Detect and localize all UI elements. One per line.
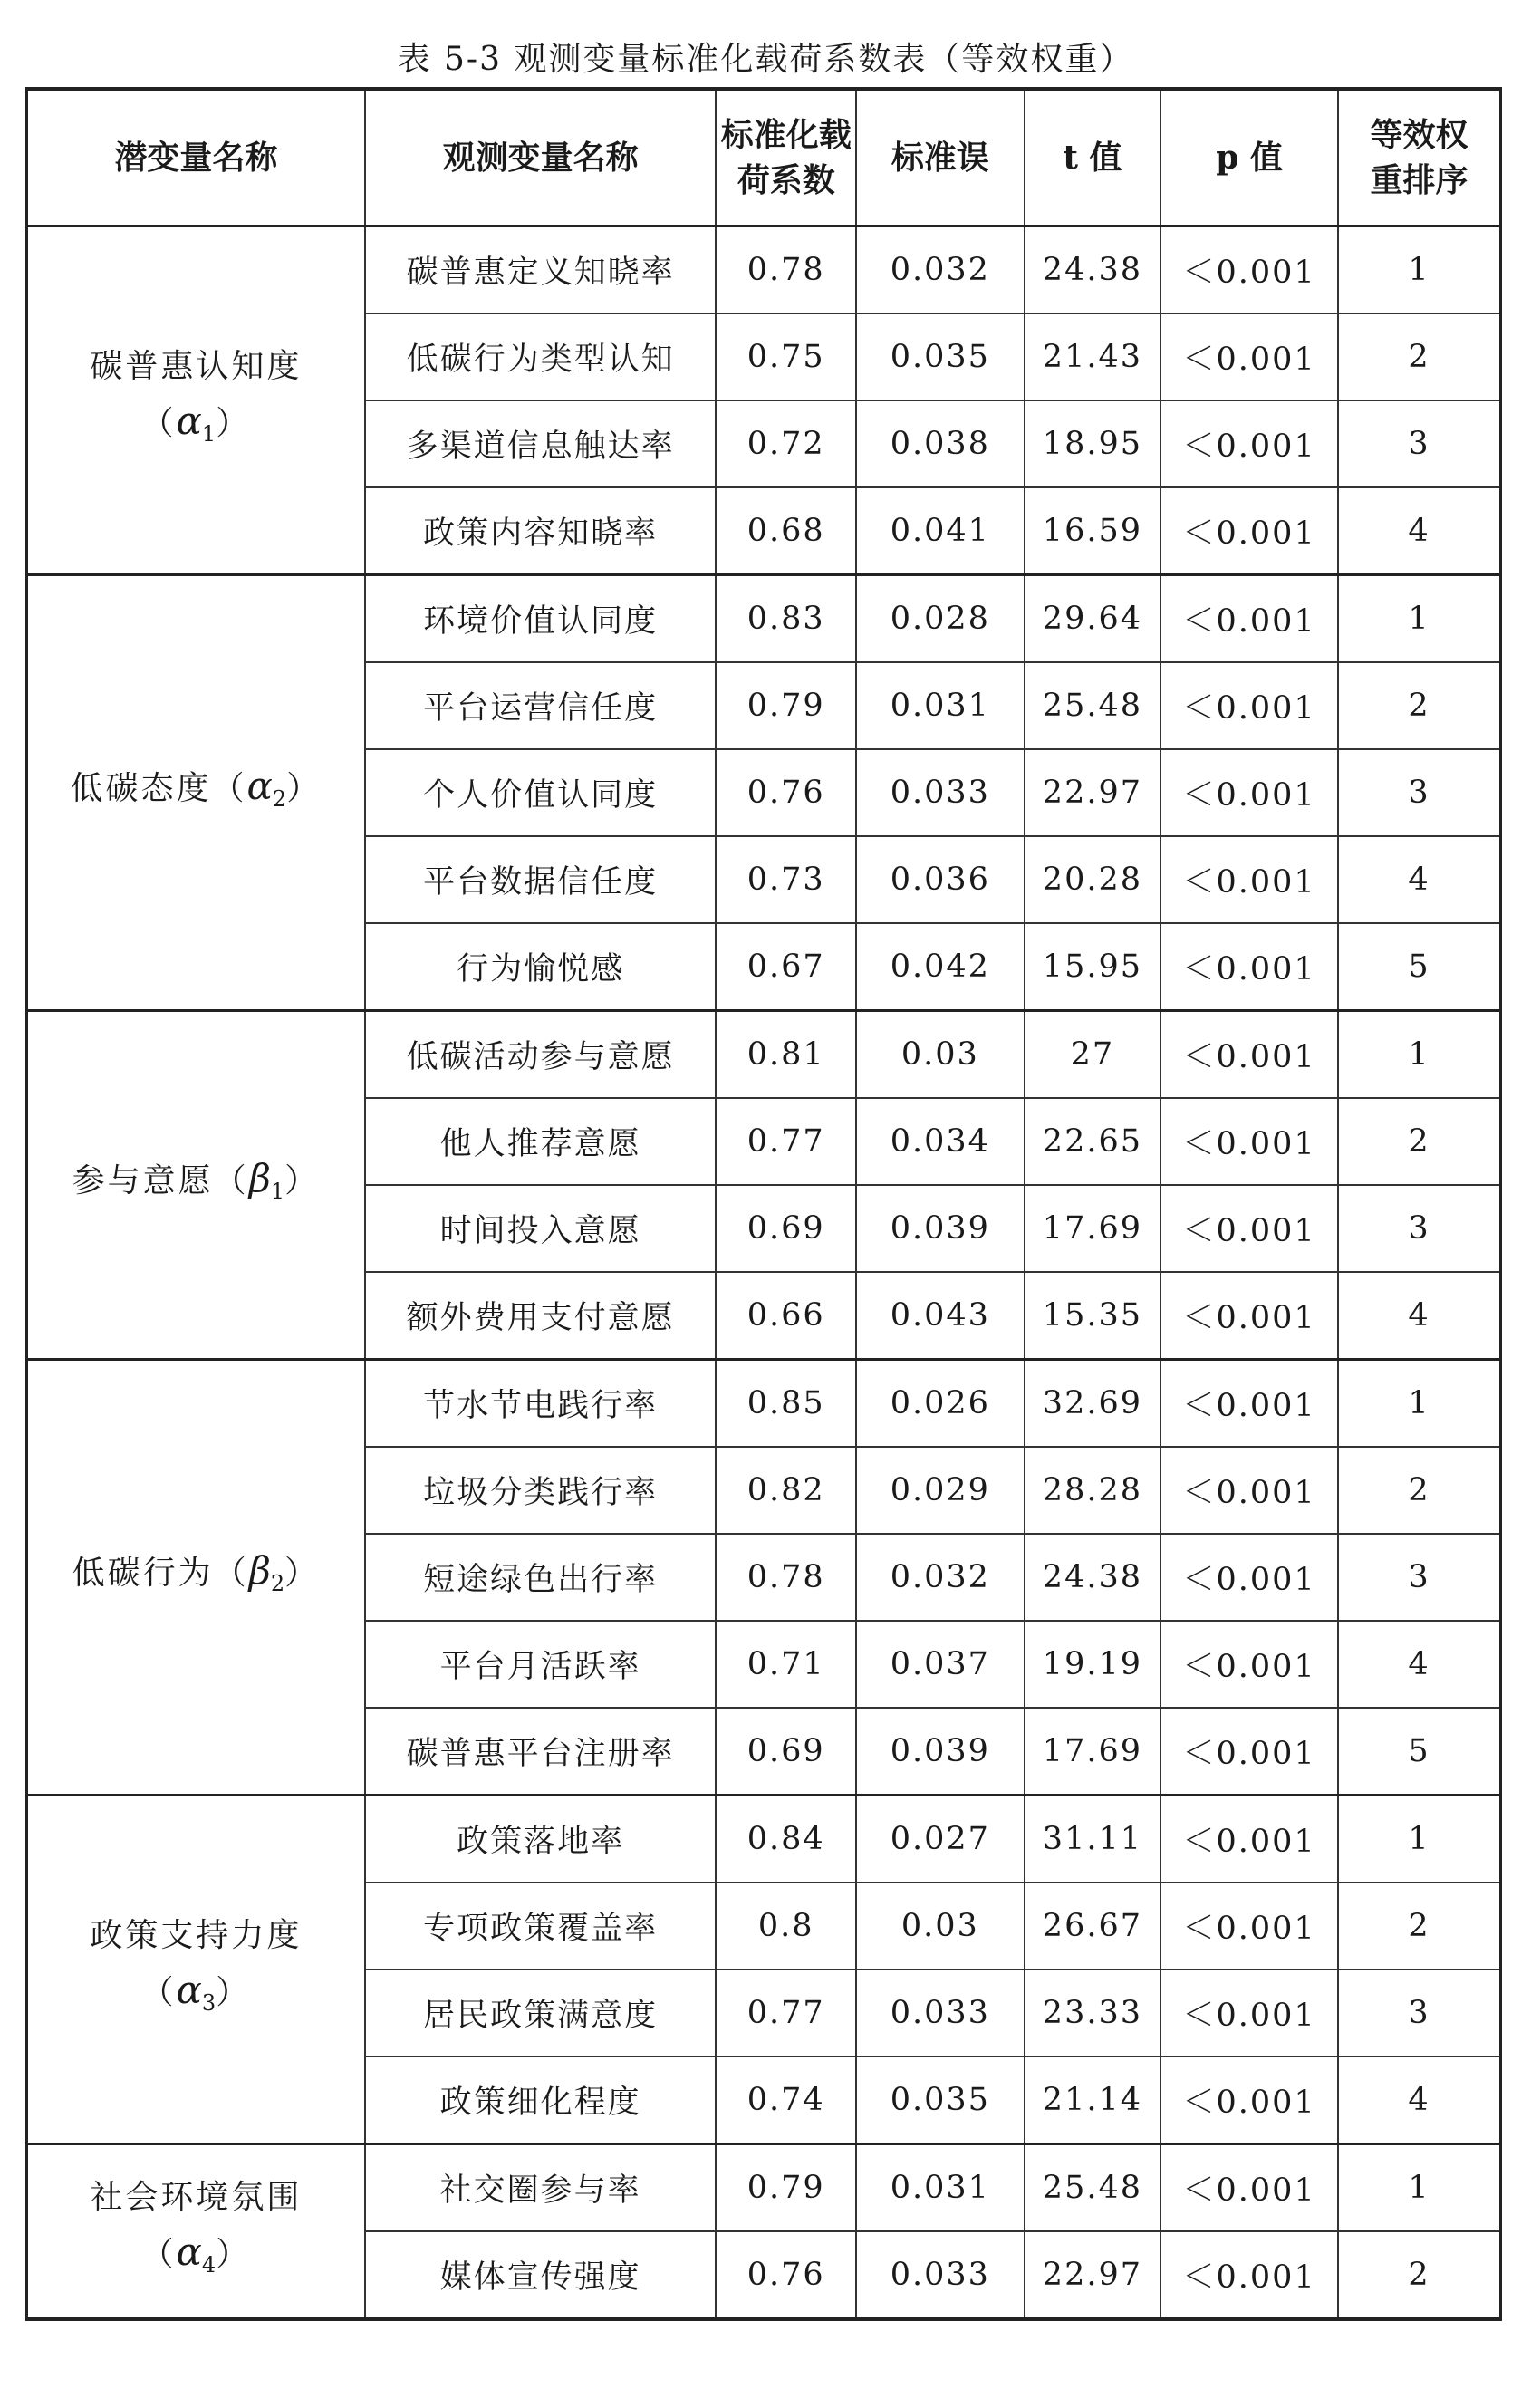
observed-variable-cell: 政策落地率 <box>365 1796 717 1883</box>
standard-error-cell: 0.03 <box>856 1011 1025 1099</box>
loading-cell: 0.69 <box>716 1185 856 1272</box>
observed-variable-cell: 低碳行为类型认知 <box>365 313 717 400</box>
t-value-cell: 20.28 <box>1025 836 1161 923</box>
symbol-subscript: 1 <box>270 1179 285 1204</box>
observed-variable-cell: 碳普惠定义知晓率 <box>365 226 717 314</box>
latent-variable-symbol: $(\alpha_3)$ <box>140 1968 252 2016</box>
header-p: p 值 <box>1160 89 1338 226</box>
p-value-cell: ＜0.001 <box>1160 1185 1338 1272</box>
rank-cell: 1 <box>1338 226 1500 314</box>
header-row <box>27 89 1501 226</box>
t-value-cell: 24.38 <box>1025 1534 1161 1621</box>
rank-cell: 3 <box>1338 1185 1500 1272</box>
t-value-cell: 22.65 <box>1025 1098 1161 1185</box>
latent-variable-symbol: $(\alpha_2)$ <box>211 764 323 812</box>
loading-cell: 0.81 <box>716 1011 856 1099</box>
standard-error-cell: 0.041 <box>856 487 1025 575</box>
t-value-cell: 17.69 <box>1025 1185 1161 1272</box>
table-caption: 表 5-3 观测变量标准化载荷系数表（等效权重） <box>397 41 1134 78</box>
standard-error-cell: 0.028 <box>856 575 1025 663</box>
observed-variable-cell: 平台数据信任度 <box>365 836 717 923</box>
t-value-cell: 28.28 <box>1025 1447 1161 1534</box>
standard-error-cell: 0.039 <box>856 1708 1025 1796</box>
t-value-cell: 25.48 <box>1025 662 1161 749</box>
observed-variable-cell: 个人价值认同度 <box>365 749 717 836</box>
t-value-cell: 26.67 <box>1025 1883 1161 1970</box>
loading-cell: 0.84 <box>716 1796 856 1883</box>
table-row <box>27 226 1501 314</box>
header-t: t 值 <box>1025 89 1161 226</box>
p-value-cell: ＜0.001 <box>1160 749 1338 836</box>
loading-coefficient-table <box>25 87 1502 2321</box>
p-value-cell: ＜0.001 <box>1160 1883 1338 1970</box>
p-value-cell: ＜0.001 <box>1160 1708 1338 1796</box>
loading-cell: 0.73 <box>716 836 856 923</box>
p-value-cell: ＜0.001 <box>1160 923 1338 1011</box>
rank-cell: 5 <box>1338 1708 1500 1796</box>
table-row <box>27 575 1501 663</box>
observed-variable-cell: 垃圾分类践行率 <box>365 1447 717 1534</box>
loading-cell: 0.77 <box>716 1098 856 1185</box>
rank-cell: 5 <box>1338 923 1500 1011</box>
table-row <box>27 2144 1501 2232</box>
standard-error-cell: 0.034 <box>856 1098 1025 1185</box>
rank-cell: 1 <box>1338 1796 1500 1883</box>
loading-cell: 0.72 <box>716 400 856 487</box>
latent-variable-cell <box>27 226 365 575</box>
p-value-cell: ＜0.001 <box>1160 2056 1338 2144</box>
latent-variable-name: 碳普惠认知度 <box>90 348 303 385</box>
observed-variable-cell: 他人推荐意愿 <box>365 1098 717 1185</box>
standard-error-cell: 0.031 <box>856 662 1025 749</box>
standard-error-cell: 0.032 <box>856 1534 1025 1621</box>
rank-cell: 1 <box>1338 1011 1500 1099</box>
t-value-cell: 17.69 <box>1025 1708 1161 1796</box>
t-value-cell: 27 <box>1025 1011 1161 1099</box>
t-value-cell: 16.59 <box>1025 487 1161 575</box>
p-value-cell: ＜0.001 <box>1160 1534 1338 1621</box>
rank-cell: 2 <box>1338 1098 1500 1185</box>
loading-cell: 0.75 <box>716 313 856 400</box>
p-value-cell: ＜0.001 <box>1160 487 1338 575</box>
table-body <box>27 226 1501 2320</box>
standard-error-cell: 0.035 <box>856 313 1025 400</box>
observed-variable-cell: 政策内容知晓率 <box>365 487 717 575</box>
header-rank-line1: 等效权 <box>1370 116 1468 154</box>
standard-error-cell: 0.033 <box>856 2231 1025 2319</box>
greek-symbol: α <box>176 399 202 443</box>
observed-variable-cell: 政策细化程度 <box>365 2056 717 2144</box>
latent-variable-name: 政策支持力度 <box>90 1917 303 1954</box>
symbol-subscript: 2 <box>272 786 287 812</box>
p-value-cell: ＜0.001 <box>1160 575 1338 663</box>
latent-variable-symbol: $(\beta_1)$ <box>213 1156 321 1204</box>
standard-error-cell: 0.031 <box>856 2144 1025 2232</box>
rank-cell: 4 <box>1338 2056 1500 2144</box>
rank-cell: 1 <box>1338 575 1500 663</box>
standard-error-cell: 0.039 <box>856 1185 1025 1272</box>
t-value-cell: 29.64 <box>1025 575 1161 663</box>
latent-variable-cell <box>27 1011 365 1360</box>
rank-cell: 2 <box>1338 2231 1500 2319</box>
observed-variable-cell: 碳普惠平台注册率 <box>365 1708 717 1796</box>
rank-cell: 4 <box>1338 1621 1500 1708</box>
rank-cell: 2 <box>1338 1447 1500 1534</box>
latent-variable-name: 参与意愿 <box>72 1162 214 1199</box>
header-observed: 观测变量名称 <box>365 89 717 226</box>
observed-variable-cell: 平台运营信任度 <box>365 662 717 749</box>
p-value-cell: ＜0.001 <box>1160 662 1338 749</box>
observed-variable-cell: 多渠道信息触达率 <box>365 400 717 487</box>
rank-cell: 4 <box>1338 1272 1500 1360</box>
header-loading-line2: 荷系数 <box>737 161 835 199</box>
t-value-cell: 23.33 <box>1025 1970 1161 2056</box>
symbol-subscript: 3 <box>201 1990 217 2016</box>
standard-error-cell: 0.042 <box>856 923 1025 1011</box>
rank-cell: 3 <box>1338 1534 1500 1621</box>
standard-error-cell: 0.03 <box>856 1883 1025 1970</box>
t-value-cell: 24.38 <box>1025 226 1161 314</box>
t-value-cell: 21.43 <box>1025 313 1161 400</box>
table-row <box>27 1796 1501 1883</box>
p-value-cell: ＜0.001 <box>1160 400 1338 487</box>
standard-error-cell: 0.029 <box>856 1447 1025 1534</box>
latent-variable-cell <box>27 2144 365 2320</box>
loading-cell: 0.68 <box>716 487 856 575</box>
t-value-cell: 18.95 <box>1025 400 1161 487</box>
loading-cell: 0.77 <box>716 1970 856 2056</box>
table-row <box>27 1360 1501 1448</box>
observed-variable-cell: 行为愉悦感 <box>365 923 717 1011</box>
standard-error-cell: 0.033 <box>856 1970 1025 2056</box>
p-value-cell: ＜0.001 <box>1160 836 1338 923</box>
standard-error-cell: 0.026 <box>856 1360 1025 1448</box>
observed-variable-cell: 环境价值认同度 <box>365 575 717 663</box>
p-value-cell: ＜0.001 <box>1160 1098 1338 1185</box>
standard-error-cell: 0.033 <box>856 749 1025 836</box>
observed-variable-cell: 时间投入意愿 <box>365 1185 717 1272</box>
t-value-cell: 22.97 <box>1025 749 1161 836</box>
loading-cell: 0.78 <box>716 226 856 314</box>
rank-cell: 3 <box>1338 400 1500 487</box>
standard-error-cell: 0.038 <box>856 400 1025 487</box>
header-rank <box>1338 89 1500 226</box>
p-value-cell: ＜0.001 <box>1160 1272 1338 1360</box>
loading-cell: 0.74 <box>716 2056 856 2144</box>
latent-variable-symbol: $(\alpha_4)$ <box>140 2230 252 2278</box>
rank-cell: 4 <box>1338 487 1500 575</box>
rank-cell: 3 <box>1338 749 1500 836</box>
observed-variable-cell: 短途绿色出行率 <box>365 1534 717 1621</box>
latent-variable-cell <box>27 1360 365 1796</box>
p-value-cell: ＜0.001 <box>1160 1970 1338 2056</box>
standard-error-cell: 0.027 <box>856 1796 1025 1883</box>
loading-cell: 0.71 <box>716 1621 856 1708</box>
t-value-cell: 32.69 <box>1025 1360 1161 1448</box>
p-value-cell: ＜0.001 <box>1160 1360 1338 1448</box>
symbol-subscript: 2 <box>270 1571 285 1596</box>
observed-variable-cell: 社交圈参与率 <box>365 2144 717 2232</box>
observed-variable-cell: 平台月活跃率 <box>365 1621 717 1708</box>
symbol-subscript: 1 <box>201 421 217 447</box>
latent-variable-name: 低碳行为 <box>72 1555 214 1592</box>
standard-error-cell: 0.036 <box>856 836 1025 923</box>
p-value-cell: ＜0.001 <box>1160 1621 1338 1708</box>
observed-variable-cell: 媒体宣传强度 <box>365 2231 717 2319</box>
greek-symbol: α <box>176 2230 202 2274</box>
header-rank-line2: 重排序 <box>1370 161 1468 199</box>
p-value-cell: ＜0.001 <box>1160 226 1338 314</box>
t-value-cell: 15.95 <box>1025 923 1161 1011</box>
header-latent: 潜变量名称 <box>27 89 365 226</box>
t-value-cell: 31.11 <box>1025 1796 1161 1883</box>
observed-variable-cell: 专项政策覆盖率 <box>365 1883 717 1970</box>
loading-cell: 0.66 <box>716 1272 856 1360</box>
rank-cell: 1 <box>1338 1360 1500 1448</box>
header-loading-line1: 标准化载 <box>720 116 852 154</box>
latent-variable-cell <box>27 1796 365 2144</box>
standard-error-cell: 0.032 <box>856 226 1025 314</box>
rank-cell: 2 <box>1338 662 1500 749</box>
latent-variable-name: 社会环境氛围 <box>90 2179 303 2216</box>
symbol-subscript: 4 <box>201 2252 217 2278</box>
observed-variable-cell: 额外费用支付意愿 <box>365 1272 717 1360</box>
rank-cell: 4 <box>1338 836 1500 923</box>
rank-cell: 3 <box>1338 1970 1500 2056</box>
loading-cell: 0.78 <box>716 1534 856 1621</box>
p-value-cell: ＜0.001 <box>1160 2231 1338 2319</box>
latent-variable-symbol: $(\beta_2)$ <box>213 1548 321 1596</box>
loading-cell: 0.76 <box>716 2231 856 2319</box>
greek-symbol: α <box>176 1968 202 2012</box>
greek-symbol: β <box>248 1548 271 1593</box>
table-row <box>27 1011 1501 1099</box>
greek-symbol: α <box>246 764 273 808</box>
loading-cell: 0.67 <box>716 923 856 1011</box>
p-value-cell: ＜0.001 <box>1160 1796 1338 1883</box>
latent-variable-cell <box>27 575 365 1011</box>
loading-cell: 0.79 <box>716 662 856 749</box>
header-loading <box>716 89 856 226</box>
rank-cell: 2 <box>1338 1883 1500 1970</box>
loading-cell: 0.79 <box>716 2144 856 2232</box>
header-se: 标准误 <box>856 89 1025 226</box>
t-value-cell: 25.48 <box>1025 2144 1161 2232</box>
latent-variable-name: 低碳态度 <box>70 770 212 807</box>
latent-variable-symbol: $(\alpha_1)$ <box>140 399 252 447</box>
observed-variable-cell: 居民政策满意度 <box>365 1970 717 2056</box>
standard-error-cell: 0.037 <box>856 1621 1025 1708</box>
observed-variable-cell: 低碳活动参与意愿 <box>365 1011 717 1099</box>
loading-cell: 0.83 <box>716 575 856 663</box>
p-value-cell: ＜0.001 <box>1160 2144 1338 2232</box>
t-value-cell: 21.14 <box>1025 2056 1161 2144</box>
rank-cell: 1 <box>1338 2144 1500 2232</box>
greek-symbol: β <box>248 1156 271 1200</box>
t-value-cell: 22.97 <box>1025 2231 1161 2319</box>
t-value-cell: 15.35 <box>1025 1272 1161 1360</box>
loading-cell: 0.76 <box>716 749 856 836</box>
standard-error-cell: 0.043 <box>856 1272 1025 1360</box>
loading-cell: 0.85 <box>716 1360 856 1448</box>
loading-cell: 0.82 <box>716 1447 856 1534</box>
observed-variable-cell: 节水节电践行率 <box>365 1360 717 1448</box>
standard-error-cell: 0.035 <box>856 2056 1025 2144</box>
p-value-cell: ＜0.001 <box>1160 1447 1338 1534</box>
rank-cell: 2 <box>1338 313 1500 400</box>
loading-cell: 0.69 <box>716 1708 856 1796</box>
t-value-cell: 19.19 <box>1025 1621 1161 1708</box>
loading-cell: 0.8 <box>716 1883 856 1970</box>
p-value-cell: ＜0.001 <box>1160 313 1338 400</box>
p-value-cell: ＜0.001 <box>1160 1011 1338 1099</box>
